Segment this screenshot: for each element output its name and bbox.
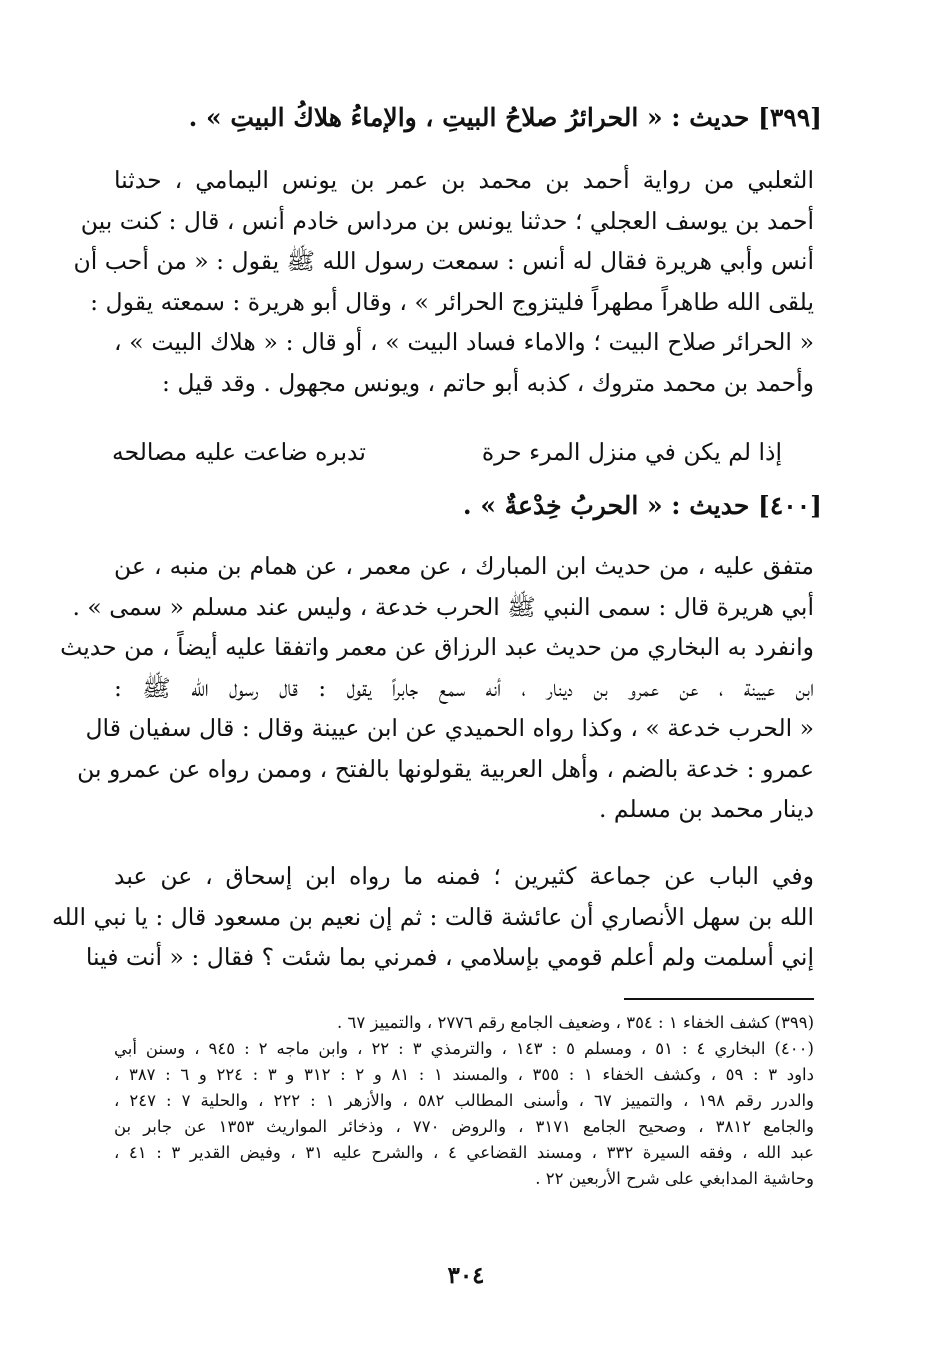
footnotes [114,1010,814,1192]
footnote-line: داود ٣ : ٥٩ ، وكشف الخفاء ١ : ٣٥٥ ، والمسند ١ : ٨١ و ٢ : ٣١٢ و ٣ : ٢٢٤ و ٦ : ٣٨٧ ، [114,1065,814,1084]
hadith-399-text [73,160,814,403]
text-line: وفي الباب عن جماعة كثيرين ؛ فمنه ما رواه ابن إسحاق ، عن عبد [114,862,814,890]
text-line: أبي هريرة قال : سمى النبي ﷺ الحرب خدعة ، وليس عند مسلم « سمى » . [72,592,814,621]
text-line: الله بن سهل الأنصاري أن عائشة قالت : ثم إن نعيم بن مسعود قال : يا نبي الله [51,902,814,931]
footnote-divider [624,998,814,1000]
footnote-line: والجامع ٣٨١٢ ، وصحيح الجامع ٣١٧١ ، والروض ٧٧٠ ، وذخائر المواريث ١٣٥٣ عن جابر بن [114,1117,814,1136]
text-line: أحمد بن يوسف العجلي ؛ حدثنا يونس بن مرداس خادم أنس ، قال : كنت بين [80,206,814,235]
footnote-line: والدرر رقم ١٩٨ ، والتمييز ٦٧ ، وأسنى المطالب ٥٨٢ ، والأزهر ١ : ٢٢٢ ، والحلية ٧ : ٢٤٧ ، [114,1091,815,1110]
footnote-line: (٣٩٩) كشف الخفاء ١ : ٣٥٤ ، وضعيف الجامع رقم ٢٧٧٦ ، والتمييز ٦٧ . [336,1013,814,1032]
poem-verse [112,434,782,470]
footnote-line: (٤٠٠) البخاري ٤ : ٥١ ، ومسلم ٥ : ١٤٣ ، والترمذي ٣ : ٢٢ ، وابن ماجه ٢ : ٩٤٥ ، وسنن أبي [114,1039,814,1058]
hadith-400-heading: [٤٠٠] حديث : « الحربُ خِدْعةٌ » . [462,491,822,520]
footnote-line: وحاشية المدابغي على شرح الأربعين ٢٢ . [535,1169,814,1188]
chapter-paragraph [51,856,814,978]
text-line: وأحمد بن محمد متروك ، كذبه أبو حاتم ، ويونس مجهول . وقد قيل : [161,368,814,397]
page-number: ٣٠٤ [447,1262,485,1289]
text-line: دينار محمد بن مسلم . [598,795,814,823]
text-line: « الحرب خدعة » ، وكذا رواه الحميدي عن ابن عيينة وقال : قال سفيان قال [85,714,814,742]
text-line: ابن عيينة ، عن عمرو بن دينار ، أنه سمع جابراً يقول : قال رسول الله ﷺ : [114,673,814,702]
text-line: إني أسلمت ولم أعلم قومي بإسلامي ، فمرني بما شئت ؟ فقال : « أنت فينا [85,943,814,971]
text-line: وانفرد به البخاري من حديث عبد الرزاق عن معمر واتفقا عليه أيضاً ، من حديث [60,633,814,661]
text-line: الثعلبي من رواية أحمد بن محمد بن عمر بن يونس اليمامي ، حدثنا [114,166,814,194]
text-line: متفق عليه ، من حديث ابن المبارك ، عن معمر ، عن همام بن منبه ، عن [114,552,814,580]
poem-first-hemistich: إذا لم يكن في منزل المرء حرة [481,438,782,466]
text-line: عمرو : خدعة بالضم ، وأهل العربية يقولونها بالفتح ، وممن رواه عن عمرو بن [77,754,814,783]
footnote-line: عبد الله ، وفقه السيرة ٣٣٢ ، ومسند القضاعي ٤ ، والشرح عليه ٣١ ، وفيض القدير ٣ : ٤١ ، [114,1143,814,1162]
text-line: أنس وأبي هريرة فقال له أنس : سمعت رسول الله ﷺ يقول : « من أحب أن [73,247,814,275]
hadith-399-heading: [٣٩٩] حديث : « الحرائرُ صلاحُ البيتِ ، والإماءُ هلاكُ البيتِ » . [188,103,822,132]
poem-second-hemistich: تدبره ضاعت عليه مصالحه [112,438,366,466]
hadith-400-text [60,546,814,830]
text-line: « الحرائر صلاح البيت ؛ والاماء فساد البيت » ، أو قال : « هلاك البيت » ، [114,328,814,356]
text-line: يلقى الله طاهراً مطهراً فليتزوج الحرائر » ، وقال أبو هريرة : سمعته يقول : [90,287,814,316]
